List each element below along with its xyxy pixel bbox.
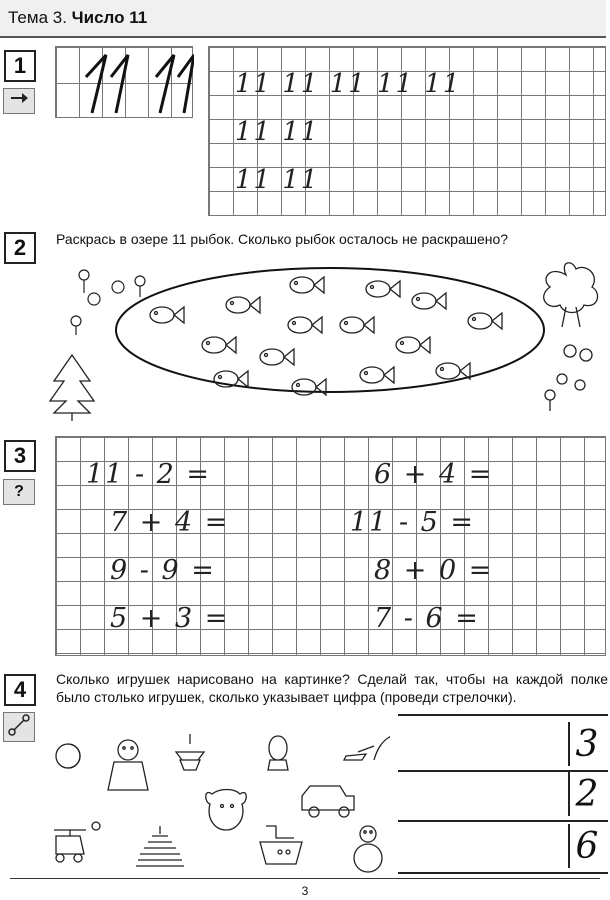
shelf-row[interactable] <box>398 766 608 822</box>
topic-header <box>0 0 606 38</box>
writing-grid <box>208 46 606 216</box>
equation-grid <box>55 436 606 656</box>
writing-row-3: 11 11 <box>235 165 320 195</box>
sample-digits-icon <box>56 47 194 119</box>
shelf-count-1: 3 <box>568 722 604 766</box>
topic-label: Тема 3. <box>8 8 67 27</box>
task-3-number: 3 <box>4 440 36 472</box>
sample-grid <box>55 46 193 118</box>
writing-row-2: 11 11 <box>235 117 320 147</box>
equation-left-3: 9 - 9 = <box>110 555 216 586</box>
equation-left-2: 7 + 4 = <box>110 507 230 538</box>
shelf-count-3: 6 <box>568 824 604 868</box>
equation-left-4: 5 + 3 = <box>110 603 230 634</box>
shelves <box>398 714 608 872</box>
task-1-number: 1 <box>4 50 36 82</box>
task-2-number: 2 <box>4 232 36 264</box>
tree-icon <box>50 355 94 421</box>
shelf-row[interactable] <box>398 818 608 874</box>
lake-illustration <box>40 255 610 425</box>
writing-row-1: 11 11 11 11 11 <box>235 69 462 99</box>
task-4-question: Сколько игрушек нарисовано на картинке? Сделай так, чтобы на каждой полке было столько игрушек, сколько указывает цифра (проведи стрелочки). <box>56 671 608 705</box>
number-label: Число 11 <box>71 8 148 27</box>
equation-right-1: 6 + 4 = <box>374 459 494 490</box>
connect-lines-icon <box>3 712 35 742</box>
shelf-count-2: 2 <box>568 772 604 816</box>
fish-icon <box>150 277 502 395</box>
equation-right-2: 11 - 5 = <box>350 507 476 538</box>
toys-illustration <box>40 730 390 880</box>
footer-rule <box>10 878 600 879</box>
arrow-right-icon <box>3 88 35 114</box>
equation-right-4: 7 - 6 = <box>374 603 480 634</box>
question-icon: ? <box>3 479 35 505</box>
task-4-number: 4 <box>4 674 36 706</box>
equation-right-3: 8 + 0 = <box>374 555 494 586</box>
topic-title <box>8 8 147 28</box>
equation-left-1: 11 - 2 = <box>86 459 212 490</box>
task-2-question: Раскрась в озере 11 рыбок. Сколько рыбок осталось не раскрашено? <box>56 231 509 247</box>
page-number: 3 <box>301 884 309 898</box>
shelf-row[interactable] <box>398 716 608 772</box>
